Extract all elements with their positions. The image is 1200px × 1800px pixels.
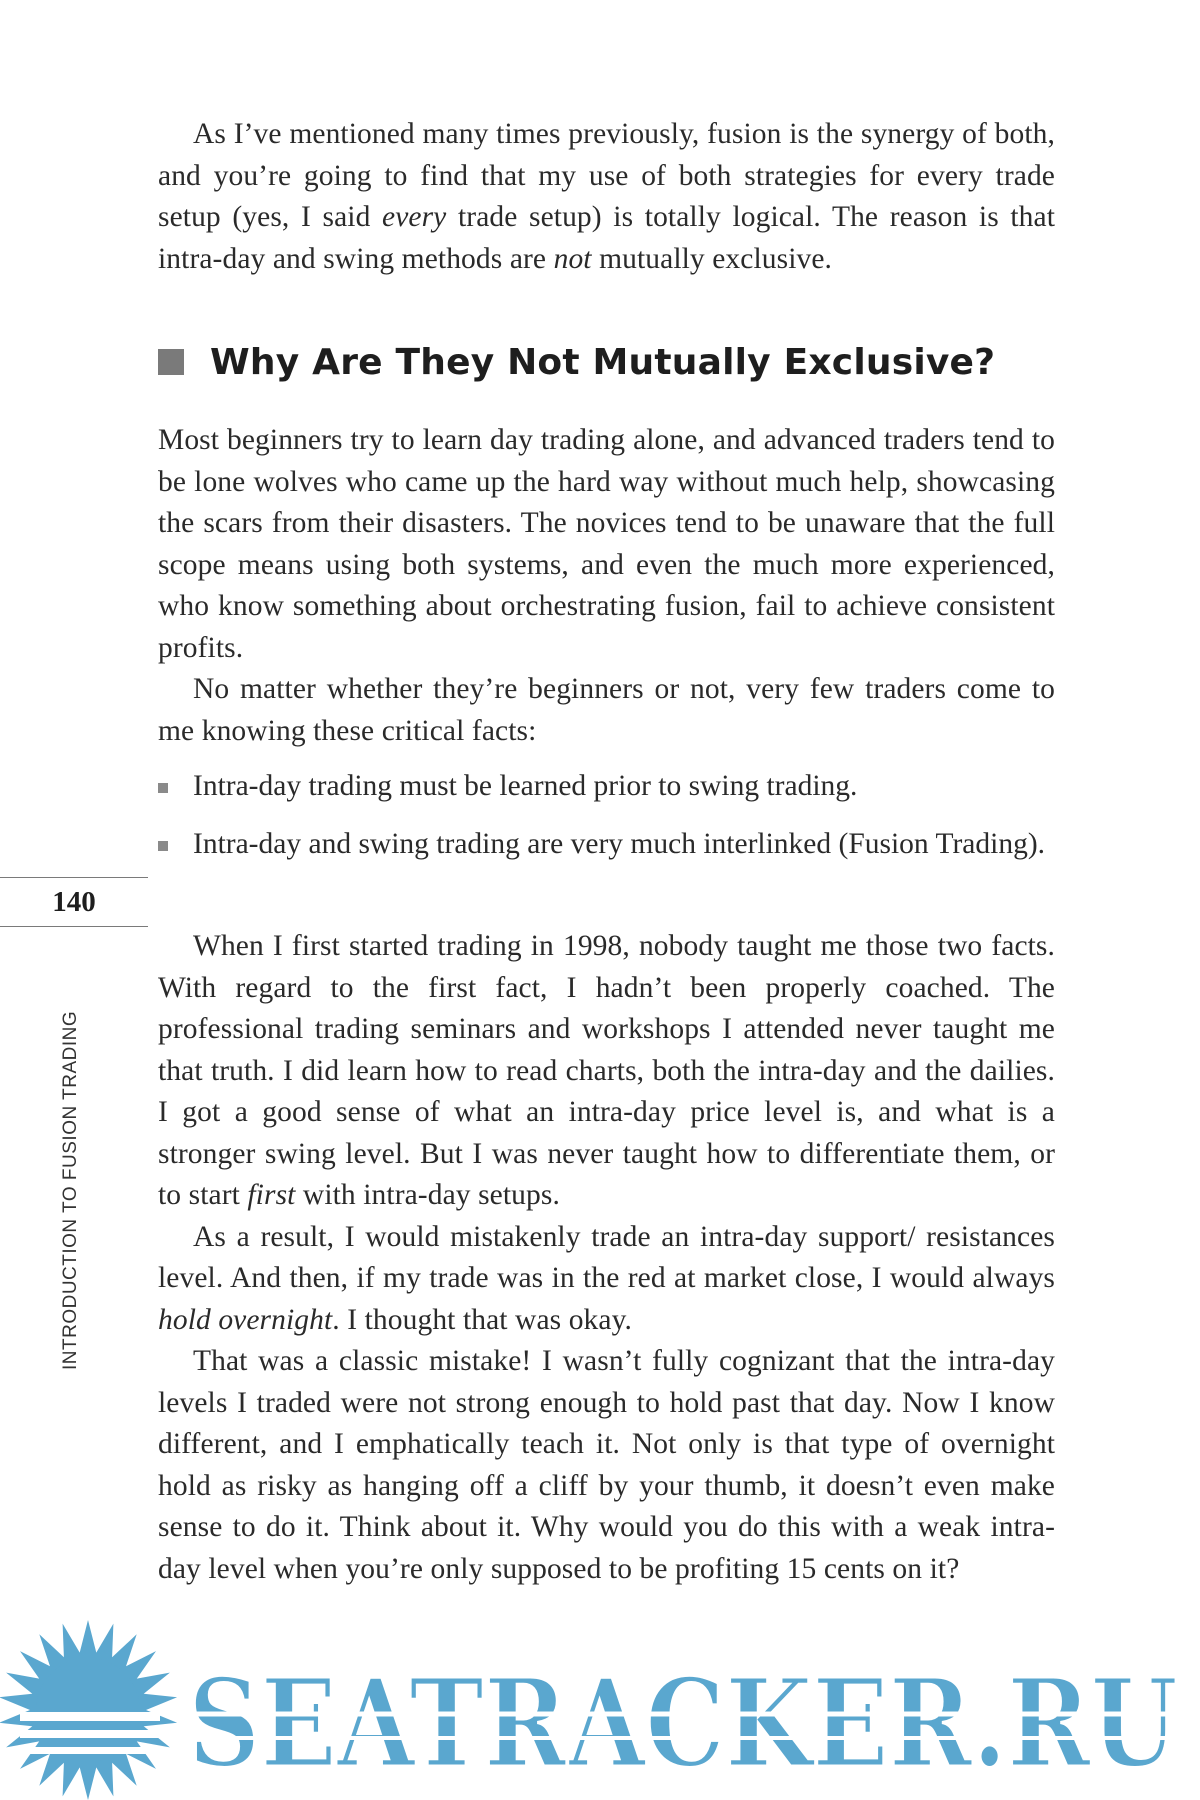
bullet-text: Intra-day trading must be learned prior to swing trading.	[193, 770, 858, 802]
p3-text-b: with intra-day setups.	[295, 1179, 560, 1211]
watermark-text: SEATRACKER.RU	[188, 1651, 1178, 1795]
section-heading-text: Why Are They Not Mutually Exclusive?	[210, 341, 996, 383]
intro-text-b: trade setup) is totally logical. The reason is that intra-day and swing methods are	[158, 201, 1055, 275]
p4-text-b: . I thought that was okay.	[332, 1303, 633, 1336]
list-item	[158, 766, 1055, 808]
body-paragraph-4	[158, 1217, 1055, 1342]
bullet-square-icon	[158, 841, 168, 851]
intro-text-c: mutually exclusive.	[591, 242, 833, 275]
intro-emphasis-every: every	[382, 201, 447, 233]
body-paragraph-2: No matter whether they’re beginners or not, very few traders come to me knowing these critical facts:	[158, 673, 1055, 747]
running-head: INTRODUCTION TO FUSION TRADING	[60, 1010, 81, 1370]
bullet-square-icon	[158, 783, 168, 793]
page-number-box	[0, 877, 148, 927]
intro-emphasis-not: not	[553, 242, 592, 275]
body-paragraph-3	[158, 926, 1055, 1217]
watermark	[0, 1618, 1200, 1800]
page-number: 140	[52, 885, 96, 918]
sun-burst-icon	[0, 1620, 177, 1800]
watermark-svg	[0, 1618, 1200, 1800]
p3-emphasis-first: first	[247, 1179, 296, 1211]
p4-text-a: As a result, I would mistakenly trade an intra-day support/ resistances level. And then, if my trade was in the red at market close, I would always	[158, 1220, 1055, 1294]
bullet-text: Intra-day and swing trading are very much interlinked (Fusion Trading).	[193, 827, 1046, 860]
body-paragraph-5: That was a classic mistake! I wasn’t fully cognizant that the intra-day levels I traded were not strong enough to hold past that day. Now I know different, and I emphatically teach it. Not only is that type of overnight hold as risky as hanging off a cliff by your thumb, it doesn’t even make sense to do it. Think about it. Why would you do this with a weak intra-day level when you’re only supposed to be profiting 15 cents on it?	[158, 1345, 1055, 1585]
body-section-1	[158, 420, 1055, 752]
bullet-list	[158, 766, 1055, 881]
list-item	[158, 824, 1055, 866]
intro-text-a: As I’ve mentioned many times previously, fusion is the synergy of both, and you’re going to find that my use of both strategies for every trade setup (yes, I said	[158, 118, 1055, 233]
p3-text-a: When I first started trading in 1998, nobody taught me those two facts. With regard to the first fact, I hadn’t been properly coached. The professional trading seminars and workshops I attended never taught me that truth. I did learn how to read charts, both the intra-day and the dailies. I got a good sense of what an intra-day price level is, and what is a stronger swing level. But I was never taught how to differentiate them, or to start	[158, 930, 1055, 1211]
section-heading	[158, 337, 1055, 387]
body-section-2	[158, 926, 1055, 1590]
intro-paragraph	[158, 114, 1055, 280]
intro-section	[158, 114, 1055, 280]
body-paragraph-1: Most beginners try to learn day trading alone, and advanced traders tend to be lone wolves who came up the hard way without much help, showcasing the scars from their disasters. The novices tend to be unaware that the full scope means using both systems, and even the much more experienced, who know something about orchestrating fusion, fail to achieve consistent profits.	[158, 424, 1055, 664]
p4-emphasis-hold-overnight: hold overnight	[158, 1303, 333, 1336]
heading-square-icon	[158, 349, 184, 375]
